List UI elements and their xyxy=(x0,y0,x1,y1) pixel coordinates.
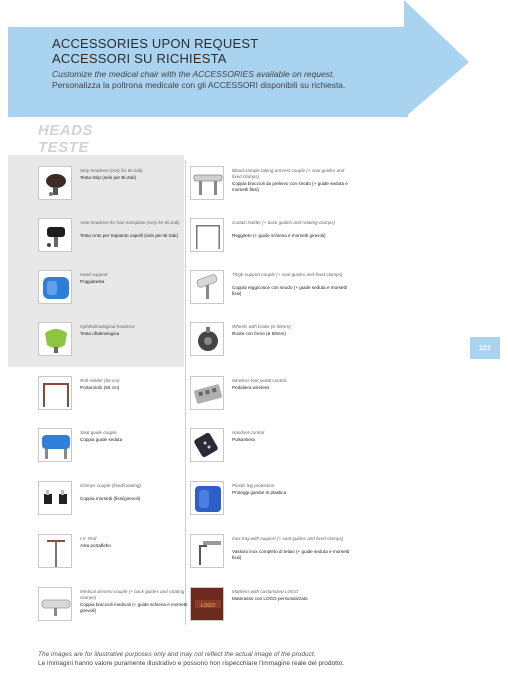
list-item xyxy=(38,481,198,527)
item-label-it: Ruote con freno (ø 50mm) xyxy=(232,331,286,336)
list-item xyxy=(190,428,350,474)
item-label-it: Pulsantiera xyxy=(232,437,255,442)
footer-disclaimer-en: The images are for illustrative purposes only and may not reflect the actual image of the product. xyxy=(38,651,316,658)
item-label-en: Strip headrest (only for Bi-Zak) xyxy=(80,168,143,173)
foot-pedal-icon xyxy=(190,376,224,410)
section-title-it: TESTE xyxy=(38,139,89,153)
item-label-en: Inox tray with support (+ seat guides and fixed clamps) xyxy=(232,536,344,541)
item-label-it: Coppia morsetti (fissi/girevoli) xyxy=(80,496,141,501)
title-it: ACCESSORI SU RICHIESTA xyxy=(52,51,227,66)
list-item xyxy=(190,322,350,368)
seat-guide-icon xyxy=(38,428,72,462)
subtitle-it: Personalizza la poltrona medicale con gli ACCESSORI disponibili su richiesta. xyxy=(52,80,346,90)
mattress-logo-icon xyxy=(190,587,224,621)
item-label-it: Reggiteto (+ guide schiena e morsetti girevoli) xyxy=(232,233,326,238)
item-label-it: Portarotolo (66 cm) xyxy=(80,385,120,390)
item-label-it: Testa Anto per trapianto capelli (solo per Bi-Zak) xyxy=(80,233,179,238)
item-label-en: Mattress with customized LOGO xyxy=(232,589,299,594)
item-label-en: Wireless foot pedal control xyxy=(232,378,287,383)
item-label-it: Poggiatesta xyxy=(80,279,105,284)
list-item xyxy=(38,270,198,316)
item-label-it: Proteggi gambe in plastica xyxy=(232,490,287,495)
item-label-en: Clamps couple (fixed/rotating) xyxy=(80,483,142,488)
item-label-it: Asta portaflebo xyxy=(80,543,111,548)
banner-arrow xyxy=(404,0,504,118)
item-label-it: Pedaliera wireless xyxy=(232,385,270,390)
list-item xyxy=(190,166,350,212)
list-item xyxy=(38,376,198,422)
item-label-it: Coppia braccioli medicali (+ guide schiena e morsetti girevoli) xyxy=(80,602,188,614)
medical-armrest-icon xyxy=(38,587,72,621)
item-label-en: Plastic leg protection xyxy=(232,483,275,488)
ophthalmological-headrest-icon xyxy=(38,322,72,356)
curtain-holder-icon xyxy=(190,218,224,252)
item-label-it: Testa oftalmologica xyxy=(80,331,120,336)
item-label-it: Materasso con LOGO personalizzato xyxy=(232,596,308,601)
list-item xyxy=(38,534,198,580)
item-label-en: Seat guide couple xyxy=(80,430,117,435)
item-label-en: Roll Holder (66 cm) xyxy=(80,378,120,383)
item-label-en: Ophthalmological headrest xyxy=(80,324,135,329)
list-item xyxy=(190,376,350,422)
list-item xyxy=(38,428,198,474)
item-label-it: Testa strip (solo per Bi-Zak) xyxy=(80,175,137,180)
head-support-icon xyxy=(38,270,72,304)
subtitle-en: Customize the medical chair with the ACCESSORIES available on request. xyxy=(52,69,335,79)
clamps-icon xyxy=(38,481,72,515)
footer-disclaimer-it: Le immagini hanno valore puramente illustrativo e possono non rispecchiare l'immagine reale del prodotto. xyxy=(38,660,345,667)
thigh-support-icon xyxy=(190,270,224,304)
item-label-it: Coppia reggicosce con snodo (+ guide seduta e morsetti fissi) xyxy=(232,285,348,297)
anto-headrest-icon xyxy=(38,218,72,252)
list-item xyxy=(190,270,350,316)
list-item xyxy=(190,218,350,264)
strip-headrest-icon xyxy=(38,166,72,200)
item-label-en: Head support xyxy=(80,272,108,277)
item-label-it: Coppia braccioli da prelievo con snodo (+ guide seduta e morsetti fissi) xyxy=(232,181,348,193)
item-label-en: Wheels with brake (ø 50mm) xyxy=(232,324,291,329)
wheels-icon xyxy=(190,322,224,356)
blood-sample-armrest-icon xyxy=(190,166,224,200)
iv-rod-icon xyxy=(38,534,72,568)
list-item xyxy=(190,481,350,527)
svg-text:LOGO: LOGO xyxy=(200,603,216,609)
page-number: 121 xyxy=(470,337,500,359)
handset-icon xyxy=(190,428,224,462)
title-en: ACCESSORIES UPON REQUEST xyxy=(52,36,259,51)
item-label-en: Thigh support couple (+ seat guides and fixed clamps) xyxy=(232,272,343,277)
section-title-en: HEADS xyxy=(38,122,94,139)
item-label-en: Medical armrest couple (+ back guides and rotating clamps) xyxy=(80,589,185,601)
list-item xyxy=(190,587,350,633)
list-item xyxy=(38,322,198,368)
item-label-en: Handset control xyxy=(232,430,265,435)
item-label-it: Coppia guide seduta xyxy=(80,437,123,442)
inox-tray-icon xyxy=(190,534,224,568)
list-item xyxy=(190,534,350,580)
item-label-en: Blood sample taking armrest couple (+ seat guides and fixed clamps) xyxy=(232,168,345,180)
leg-protection-icon xyxy=(190,481,224,515)
list-item xyxy=(38,166,198,212)
item-label-en: Curtain holder (+ back guides and rotating clamps) xyxy=(232,220,336,225)
list-item xyxy=(38,587,198,633)
item-label-en: I.V. Rod xyxy=(80,536,97,541)
roll-holder-icon xyxy=(38,376,72,410)
list-item xyxy=(38,218,198,264)
item-label-en: Anto headrest for hair transplant (only for Bi-Zak) xyxy=(80,220,180,225)
item-label-it: Vassoio inox completo di telaio (+ guide seduta e morsetti fissi) xyxy=(232,549,350,561)
